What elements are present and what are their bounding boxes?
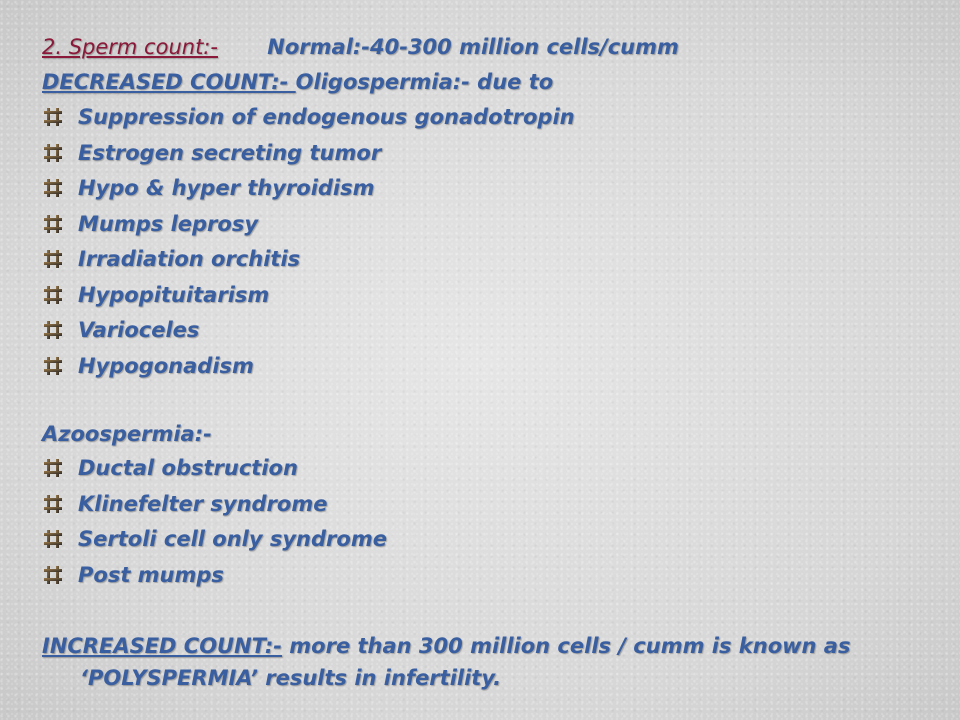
increased-count-line bbox=[42, 632, 850, 660]
oligospermia-cause-item-text: Hypo & hyper thyroidism bbox=[78, 176, 375, 200]
increased-count-text: more than 300 million cells / cumm is known as bbox=[281, 634, 851, 658]
sperm-count-label: 2. Sperm count:- bbox=[42, 35, 218, 59]
hash-bullet-icon bbox=[42, 177, 78, 199]
oligospermia-cause-item bbox=[42, 138, 381, 168]
oligospermia-cause-item-text: Hypogonadism bbox=[78, 353, 254, 378]
oligospermia-cause-item-text: Varioceles bbox=[78, 318, 200, 342]
oligospermia-cause-item bbox=[42, 209, 258, 239]
oligospermia-cause-item-text: Hypopituitarism bbox=[78, 282, 270, 307]
oligospermia-cause-item-text: Irradiation orchitis bbox=[78, 247, 301, 271]
azoospermia-cause-item bbox=[42, 560, 224, 590]
hash-bullet-icon bbox=[42, 355, 78, 377]
hash-bullet-icon bbox=[42, 284, 78, 306]
azoospermia-cause-item-text: Ductal obstruction bbox=[78, 456, 298, 480]
hash-bullet-icon bbox=[42, 106, 78, 128]
sperm-count-heading bbox=[42, 33, 679, 61]
azoospermia-cause-item bbox=[42, 489, 327, 519]
normal-range: Normal:-40-300 million cells/cumm bbox=[267, 35, 679, 59]
hash-bullet-icon bbox=[42, 528, 78, 550]
oligospermia-cause-item bbox=[42, 244, 300, 274]
hash-bullet-icon bbox=[42, 457, 78, 479]
hash-bullet-icon bbox=[42, 493, 78, 515]
oligospermia-cause-item bbox=[42, 315, 199, 345]
hash-bullet-icon bbox=[42, 319, 78, 341]
oligospermia-cause-item bbox=[42, 280, 269, 310]
polyspermia-text: ‘POLYSPERMIA’ results in infertility. bbox=[80, 666, 502, 690]
hash-bullet-icon bbox=[42, 248, 78, 270]
oligospermia-cause-item bbox=[42, 351, 254, 381]
azoospermia-cause-item bbox=[42, 453, 298, 483]
azoospermia-cause-item-text: Post mumps bbox=[78, 562, 224, 587]
oligospermia-cause-item-text: Estrogen secreting tumor bbox=[78, 140, 382, 165]
azoospermia-cause-item-text: Sertoli cell only syndrome bbox=[78, 527, 387, 551]
azoospermia-heading: Azoospermia:- bbox=[42, 422, 212, 446]
azoospermia-cause-item-text: Klinefelter syndrome bbox=[78, 491, 328, 516]
oligospermia-text: Oligospermia:- due to bbox=[295, 70, 554, 94]
hash-bullet-icon bbox=[42, 564, 78, 586]
oligospermia-cause-item bbox=[42, 173, 375, 203]
oligospermia-cause-item-text: Suppression of endogenous gonadotropin bbox=[78, 105, 575, 129]
oligospermia-cause-item bbox=[42, 102, 575, 132]
hash-bullet-icon bbox=[42, 142, 78, 164]
hash-bullet-icon bbox=[42, 213, 78, 235]
decreased-count-label: DECREASED COUNT:- bbox=[42, 70, 296, 94]
increased-count-label: INCREASED COUNT:- bbox=[42, 634, 282, 658]
oligospermia-cause-item-text: Mumps leprosy bbox=[78, 211, 259, 236]
azoospermia-cause-item bbox=[42, 524, 387, 554]
decreased-count-line bbox=[42, 68, 553, 96]
